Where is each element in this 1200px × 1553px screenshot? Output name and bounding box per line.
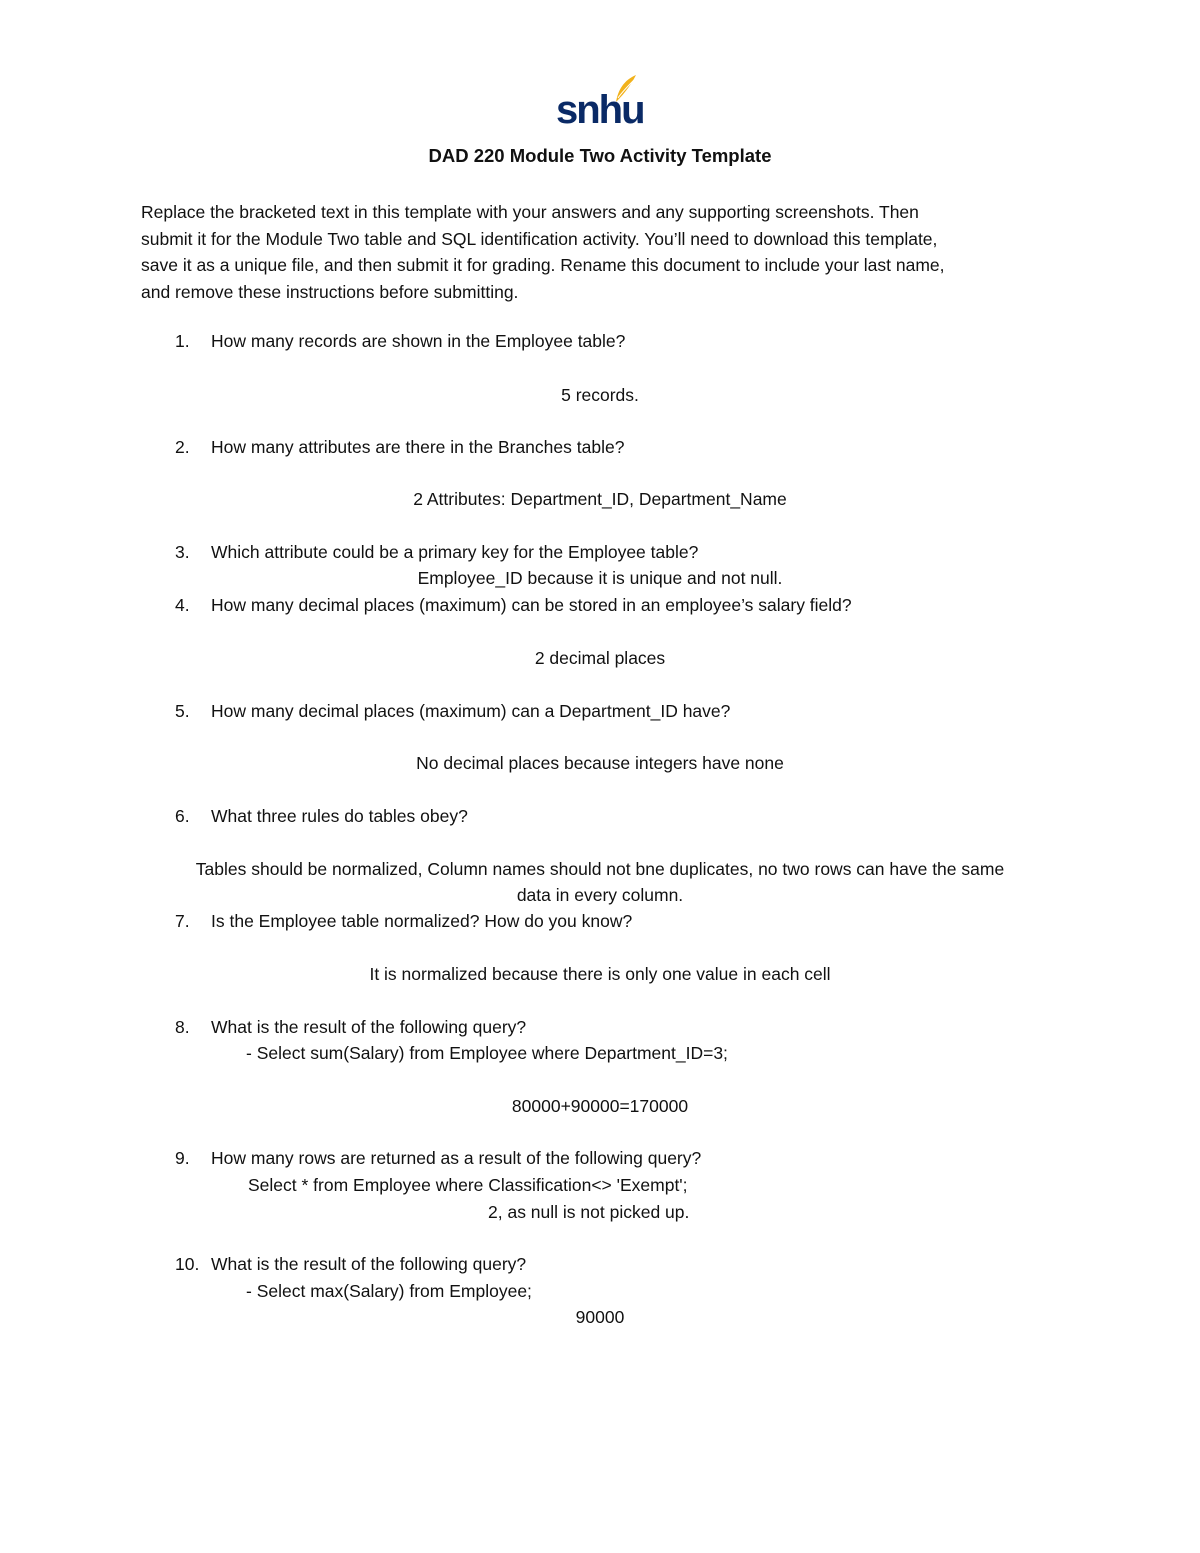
question-text: What three rules do tables obey? bbox=[211, 806, 468, 826]
instructions-paragraph bbox=[141, 199, 1071, 305]
question-text: What is the result of the following query? bbox=[211, 1254, 527, 1274]
instructions-line: Replace the bracketed text in this template with your answers and any supporting screenshots. Then bbox=[141, 202, 919, 222]
query-text: - Select max(Salary) from Employee; bbox=[246, 1281, 532, 1301]
question-number: 6. bbox=[175, 806, 190, 826]
question-text: How many records are shown in the Employee table? bbox=[211, 331, 626, 351]
answer-text: Tables should be normalized, Column names should not bne duplicates, no two rows can have the same bbox=[195, 859, 1005, 879]
answer-text: 2, as null is not picked up. bbox=[488, 1202, 690, 1222]
question-text: Is the Employee table normalized? How do you know? bbox=[211, 911, 633, 931]
question-number: 10. bbox=[175, 1254, 200, 1274]
query-text: - Select sum(Salary) from Employee where Department_ID=3; bbox=[246, 1043, 728, 1063]
question-number: 9. bbox=[175, 1148, 190, 1168]
instructions-line: save it as a unique file, and then submit it for grading. Rename this document to include your last name, bbox=[141, 255, 945, 275]
answer-text: 2 Attributes: Department_ID, Department_Name bbox=[413, 489, 787, 509]
snhu-logo bbox=[556, 74, 644, 132]
instructions-line: submit it for the Module Two table and SQL identification activity. You’ll need to download this template, bbox=[141, 228, 938, 249]
query-text: Select * from Employee where Classification<> 'Exempt'; bbox=[248, 1175, 688, 1195]
question-number: 7. bbox=[175, 911, 190, 931]
question-number: 4. bbox=[175, 595, 190, 615]
logo-wordmark: snhu bbox=[556, 88, 644, 132]
question-text: How many decimal places (maximum) can be stored in an employee’s salary field? bbox=[211, 595, 852, 615]
answer-text: It is normalized because there is only one value in each cell bbox=[369, 964, 831, 984]
question-number: 3. bbox=[175, 542, 190, 562]
question-number: 5. bbox=[175, 701, 190, 721]
question-text: How many attributes are there in the Branches table? bbox=[211, 437, 625, 457]
question-number: 1. bbox=[175, 331, 190, 351]
answer-text: 80000+90000=170000 bbox=[511, 1096, 689, 1116]
question-text: How many decimal places (maximum) can a Department_ID have? bbox=[211, 701, 731, 721]
answer-text: No decimal places because integers have none bbox=[416, 753, 784, 773]
question-text: What is the result of the following query? bbox=[211, 1017, 527, 1037]
question-number: 2. bbox=[175, 437, 190, 457]
question-text: How many rows are returned as a result of the following query? bbox=[211, 1148, 702, 1168]
page-title: DAD 220 Module Two Activity Template bbox=[428, 145, 772, 166]
question-text: Which attribute could be a primary key for the Employee table? bbox=[211, 542, 699, 562]
answer-text: Employee_ID because it is unique and not null. bbox=[417, 568, 783, 588]
answer-text: 5 records. bbox=[561, 385, 639, 405]
question-number: 8. bbox=[175, 1017, 190, 1037]
answer-text: data in every column. bbox=[516, 885, 684, 905]
instructions-line: and remove these instructions before submitting. bbox=[141, 281, 519, 302]
answer-text: 90000 bbox=[575, 1307, 625, 1327]
answer-text: 2 decimal places bbox=[534, 648, 666, 668]
